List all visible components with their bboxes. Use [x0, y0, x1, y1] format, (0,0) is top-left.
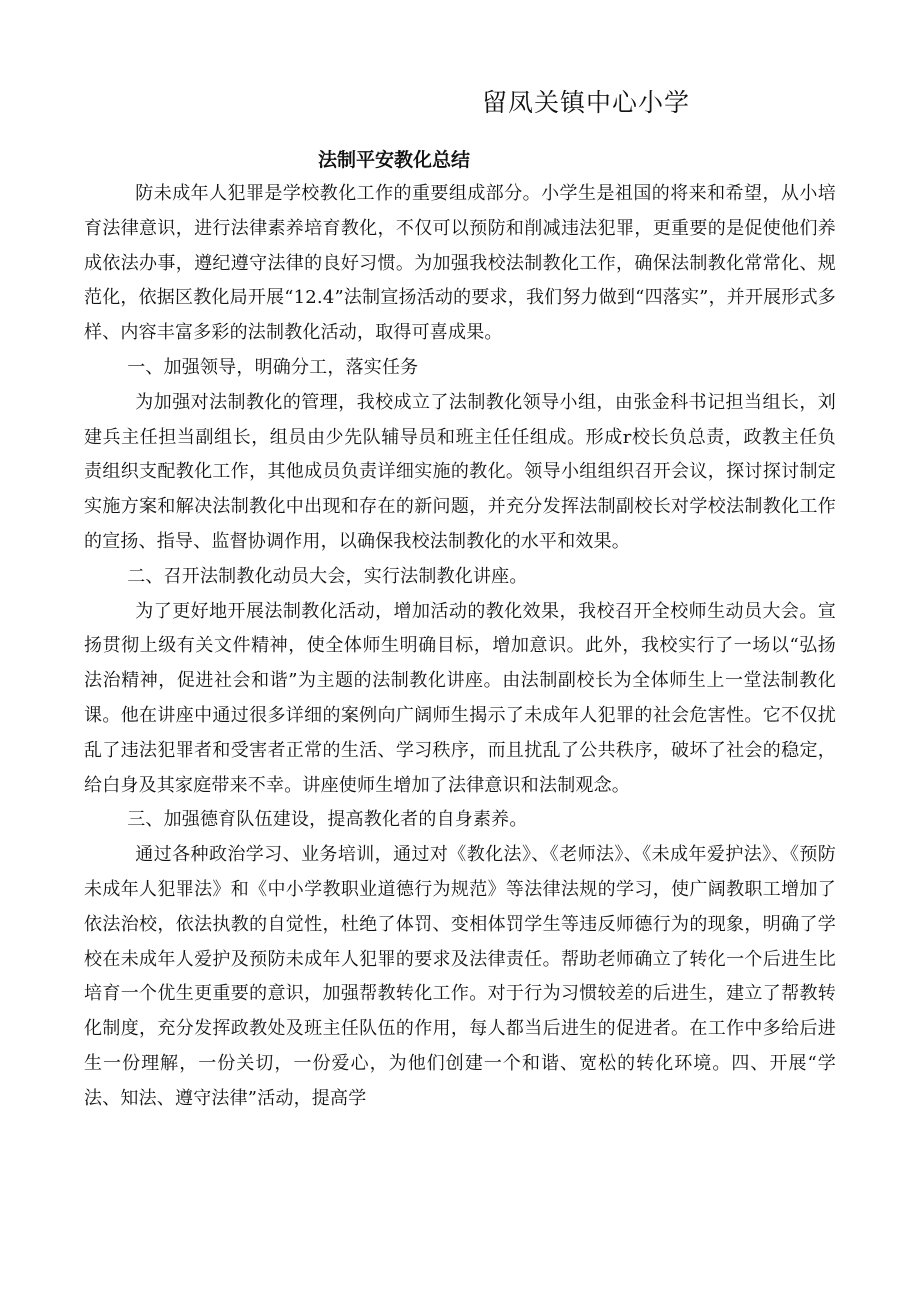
section-heading-1: 一、加强领导，明确分工，落实任务 — [127, 356, 419, 378]
document-body — [84, 177, 836, 1117]
intro-paragraph: 防未成年人犯罪是学校教化工作的重要组成部分。小学生是祖国的将来和希望，从小培育法律意识，进行法律素养培育教化，不仅可以预防和削减违法犯罪，更重要的是促使他们养成依法办事，遵纪遵守法律的良好习惯。为加强我校法制教化工作，确保法制教化常常化、规范化，依据区教化局开展“12.4”法制宣扬活动的要求，我们努力做到“四落实”，并开展形式多样、内容丰富多彩的法制教化活动，取得可喜成果。 — [84, 183, 836, 344]
section-heading-2: 二、召开法制教化动员大会，实行法制教化讲座。 — [127, 565, 528, 587]
section-paragraph-1: 为加强对法制教化的管理，我校成立了法制教化领导小组，由张金科书记担当组长，刘建兵主任担当副组长，组员由少先队辅导员和班主任任组成。形成r校长负总责，政教主任负责组织支配教化工作，其他成员负责详细实施的教化。领导小组组织召开会议，探讨探讨制定实施方案和解决法制教化中出现和存在的新问题，并充分发挥法制副校长对学校法制教化工作的宣扬、指导、监督协调作用，以确保我校法制教化的水平和效果。 — [84, 391, 836, 552]
school-name: 留凤关镇中心小学 — [482, 88, 691, 117]
section-paragraph-3: 通过各种政治学习、业务培训，通过对《教化法》、《老师法》、《未成年爱护法》、《预防未成年人犯罪法》和《中小学教职业道德行为规范》等法律法规的学习，使广阔教职工增加了依法治校，依法执教的自觉性，杜绝了体罚、变相体罚学生等违反师德行为的现象，明确了学校在未成年人爱护及预防未成年人犯罪的要求及法律责任。帮助老师确立了转化一个后进生比培育一个优生更重要的意识，加强帮教转化工作。对于行为习惯较差的后进生，建立了帮教转化制度，充分发挥政教处及班主任队伍的作用，每人都当后进生的促进者。在工作中多给后进生一份理解，一份关切，一份爱心，为他们创建一个和谐、宽松的转化环境。四、开展“学法、知法、遵守法律”活动，提高学 — [84, 844, 836, 1109]
document-title: 法制平安教化总结 — [318, 149, 471, 171]
section-heading-3: 三、加强德育队伍建设，提高教化者的自身素养。 — [127, 809, 528, 831]
section-paragraph-2: 为了更好地开展法制教化活动，增加活动的教化效果，我校召开全校师生动员大会。宣扬贯彻上级有关文件精神，使全体师生明确目标，增加意识。此外，我校实行了一场以“弘扬法治精神，促进社会和谐”为主题的法制教化讲座。由法制副校长为全体师生上一堂法制教化课。他在讲座中通过很多详细的案例向广阔师生揭示了未成年人犯罪的社会危害性。它不仅扰乱了违法犯罪者和受害者正常的生活、学习秩序，而且扰乱了公共秩序，破坏了社会的稳定，给白身及其家庭带来不幸。讲座使师生增加了法律意识和法制观念。 — [84, 600, 836, 796]
